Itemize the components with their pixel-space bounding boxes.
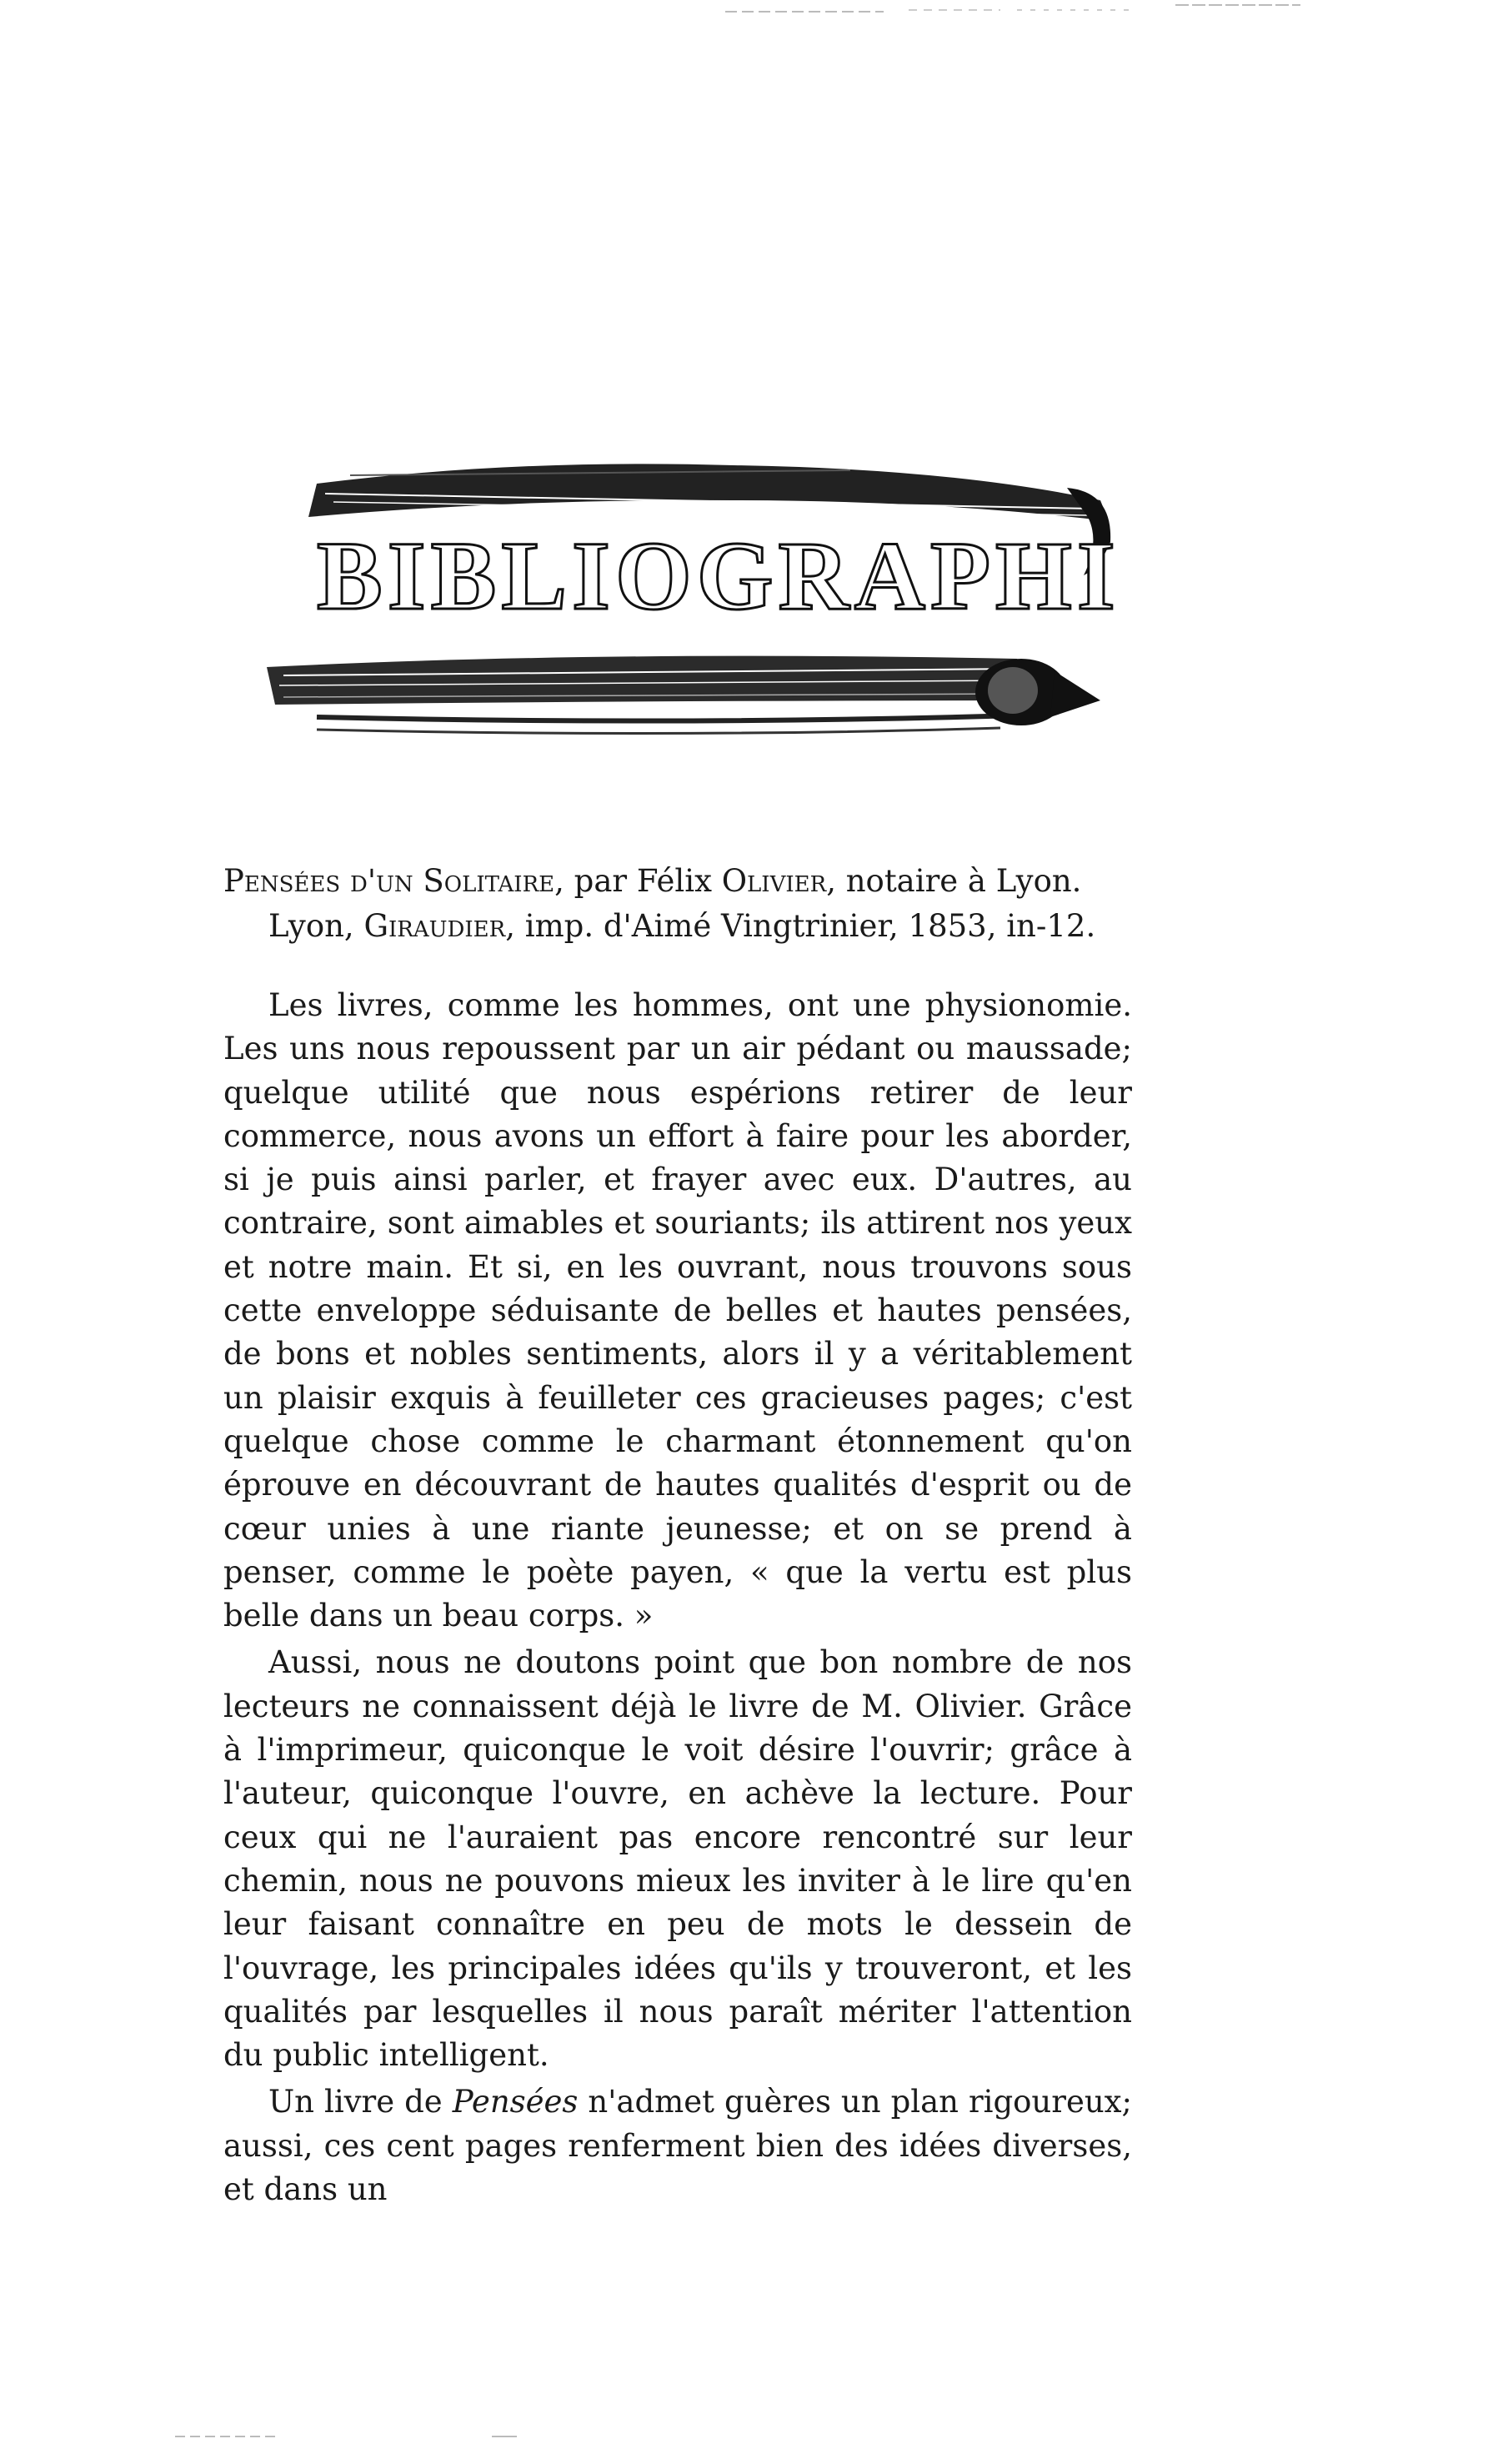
author-role: , notaire à Lyon. [826, 863, 1082, 899]
bibliographie-banner [267, 450, 1117, 767]
paragraph-text: Un livre de [268, 2084, 453, 2120]
italic-book-title: Pensées [452, 2084, 579, 2120]
imprint-details: , imp. d'Aimé Vingtrinier, 1853, in-12. [505, 908, 1096, 944]
book-title: Pensées d'un Solitaire [223, 863, 555, 899]
paragraph: Aussi, nous ne doutons point que bon nombre de nos lecteurs ne connaissent déjà le livre de M. Olivier. Grâce à l'imprimeur, quiconque le voit désire l'ouvrir; grâce à l'auteur, quiconque l'ouvre, en achève la lecture. Pour ceux qui ne l'auraient pas encore rencontré sur leur chemin, nous ne pouvons mieux les inviter à le lire qu'en leur faisant connaître en peu de mots le dessein de l'ouvrage, les principales idées qu'ils y trouveront, et les qualités par lesquelles il nous paraît mériter l'attention du public intelligent. [223, 1644, 1132, 2074]
bottom-scroll-roll [267, 656, 1100, 734]
citation-line-1 [223, 859, 1132, 904]
citation-by: , par Félix [554, 863, 722, 899]
paragraph [223, 2080, 1132, 2211]
scan-edge-marks [0, 0, 1498, 25]
printer-name: Giraudier [363, 908, 506, 944]
author-name: Olivier [721, 863, 827, 899]
scroll-banner-illustration [267, 450, 1117, 767]
publication-place: Lyon, [268, 908, 364, 944]
citation-line-2 [223, 904, 1132, 949]
scan-bottom-marks [0, 2418, 1498, 2464]
banner-title: BIBLIOGRAPHIE [317, 521, 1117, 630]
article-body [223, 984, 1132, 2211]
paragraph-text: n'admet guères un plan rigoureux; aussi, ces cent pages renferment bien des idées diverses, et dans un [223, 2084, 1133, 2208]
citation [223, 859, 1132, 949]
paragraph: Les livres, comme les hommes, ont une physionomie. Les uns nous repoussent par un air pédant ou maussade; quelque utilité que nous espérions retirer de leur commerce, nous avons un effort à faire pour les aborder, si je puis ainsi parler, et frayer avec eux. D'autres, au contraire, sont aimables et souriants; ils attirent nos yeux et notre main. Et si, en les ouvrant, nous trouvons sous cette enveloppe séduisante de belles et hautes pensées, de bons et nobles sentiments, alors il y a véritablement un plaisir exquis à feuilleter ces gracieuses pages; c'est quelque chose comme le charmant étonnement qu'on éprouve en découvrant de hautes qualités d'esprit ou de cœur unies à une riante jeunesse; et on se prend à penser, comme le poète payen, « que la vertu est plus belle dans un beau corps. » [223, 987, 1132, 1634]
